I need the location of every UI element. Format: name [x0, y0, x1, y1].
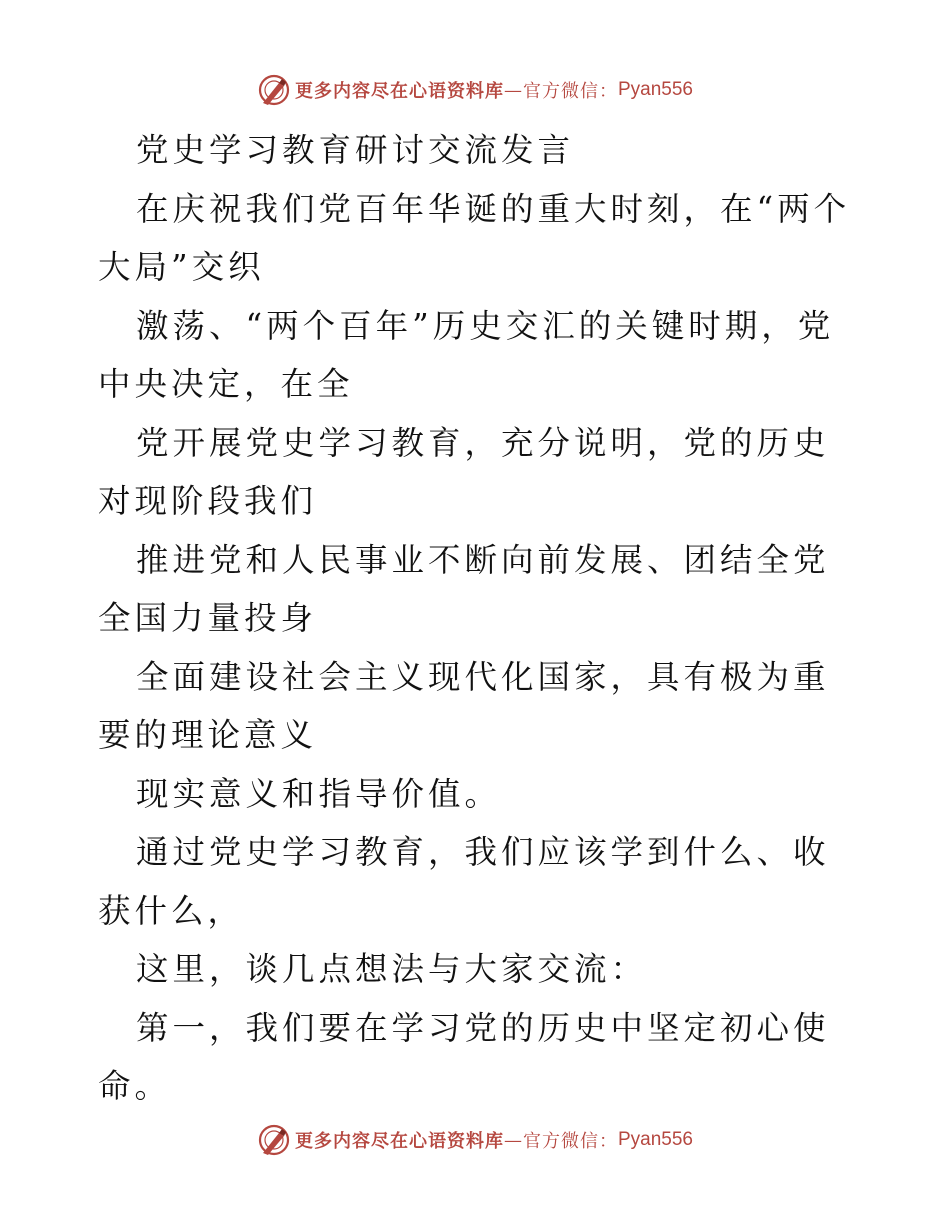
- header-watermark: [0, 70, 950, 110]
- paragraph: 这里，谈几点想法与大家交流：: [136, 950, 648, 988]
- paragraph: 在庆祝我们党百年华诞的重大时刻，在“两个大局”交织: [98, 189, 851, 286]
- watermark-site-text: 更多内容尽在心语资料库: [294, 81, 504, 102]
- watermark-wechat-label: 官方微信：: [522, 1131, 618, 1152]
- watermark-wechat-label: 官方微信：: [522, 81, 618, 102]
- document-title: 党史学习教育研讨交流发言: [136, 131, 575, 169]
- paragraph: 激荡、“两个百年”历史交汇的关键时期，党中央决定，在全: [98, 306, 835, 403]
- watermark-separator: —: [503, 79, 523, 101]
- paragraph: 全面建设社会主义现代化国家，具有极为重要的理论意义: [98, 657, 830, 754]
- watermark-separator: —: [503, 1129, 523, 1151]
- paragraph: 通过党史学习教育，我们应该学到什么、收获什么，: [98, 833, 830, 930]
- footer-watermark: [0, 1120, 950, 1160]
- watermark-wechat-id: Pyan556: [617, 1129, 693, 1150]
- paragraph: 党开展党史学习教育，充分说明，党的历史对现阶段我们: [98, 423, 830, 520]
- watermark-wechat-id: Pyan556: [617, 79, 693, 100]
- paragraph: 第一，我们要在学习党的历史中坚定初心使命。: [98, 1008, 830, 1105]
- paragraph: 现实意义和指导价值。: [136, 774, 502, 813]
- document-body: [98, 121, 858, 1116]
- pen-logo-icon: [257, 1123, 291, 1157]
- watermark-site-text: 更多内容尽在心语资料库: [294, 1131, 504, 1152]
- paragraph: 推进党和人民事业不断向前发展、团结全党全国力量投身: [98, 540, 830, 637]
- pen-logo-icon: [257, 73, 291, 107]
